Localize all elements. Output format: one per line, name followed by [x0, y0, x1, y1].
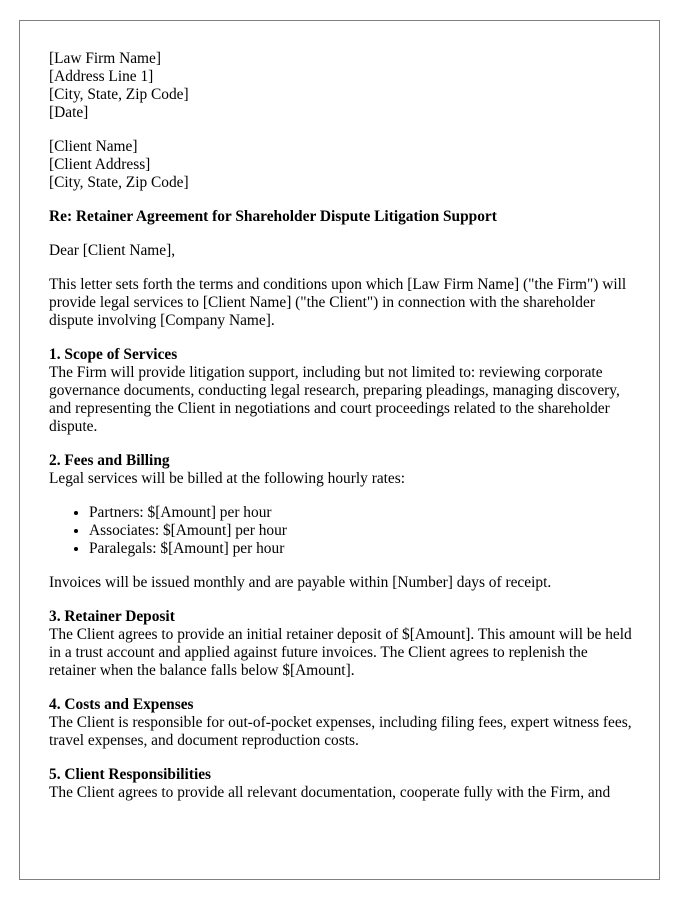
section-text: The Firm will provide litigation support, including but not limited to: reviewing corporate governance documents, conducting legal research, preparing pleadings, managing discovery, and representing the Client in negotiations and court proceedings related to the shareholder dispute.: [49, 364, 620, 435]
section-costs: [49, 696, 634, 750]
salutation: Dear [Client Name],: [49, 242, 176, 259]
section-text: The Client agrees to provide all relevant documentation, cooperate fully with the Firm, and: [49, 784, 611, 801]
intro-paragraph: This letter sets forth the terms and conditions upon which [Law Firm Name] ("the Firm") will provide legal services to [Client Name] ("the Client") in connection with the shareholder dispute involving [Company Name].: [49, 276, 627, 329]
letter-date: [Date]: [49, 104, 89, 121]
sender-firm-name: [Law Firm Name]: [49, 50, 161, 67]
recipient-city-state-zip: [City, State, Zip Code]: [49, 174, 189, 191]
section-heading: 1. Scope of Services: [49, 346, 178, 363]
section-responsibilities: [49, 766, 634, 802]
recipient-address: [Client Address]: [49, 156, 151, 173]
section-fees: [49, 452, 634, 592]
rate-item-associates: • Associates: $[Amount] per hour: [89, 522, 634, 540]
letter-content: [49, 50, 634, 802]
section-scope: [49, 346, 634, 436]
invoice-note: Invoices will be issued monthly and are payable within [Number] days of receipt.: [49, 574, 552, 591]
rate-item-paralegals: • Paralegals: $[Amount] per hour: [89, 540, 634, 558]
section-heading: 3. Retainer Deposit: [49, 608, 175, 625]
recipient-name: [Client Name]: [49, 138, 138, 155]
letter-page: [19, 20, 660, 880]
section-text: The Client is responsible for out-of-pocket expenses, including filing fees, expert witness fees, travel expenses, and document reproduction costs.: [49, 714, 632, 749]
section-heading: 4. Costs and Expenses: [49, 696, 194, 713]
sender-city-state-zip: [City, State, Zip Code]: [49, 86, 189, 103]
rate-item-partners: • Partners: $[Amount] per hour: [89, 504, 634, 522]
section-text: The Client agrees to provide an initial retainer deposit of $[Amount]. This amount will be held in a trust account and applied against future invoices. The Client agrees to replenish the retainer when the balance falls below $[Amount].: [49, 626, 632, 679]
sender-address-line: [Address Line 1]: [49, 68, 154, 85]
section-heading: 5. Client Responsibilities: [49, 766, 212, 783]
section-heading: 2. Fees and Billing: [49, 452, 170, 469]
section-retainer: [49, 608, 634, 680]
sender-block: [49, 50, 634, 122]
rates-list: [49, 504, 634, 558]
recipient-block: [49, 138, 634, 192]
section-text: Legal services will be billed at the following hourly rates:: [49, 470, 406, 487]
subject-line: Re: Retainer Agreement for Shareholder Dispute Litigation Support: [49, 208, 497, 225]
